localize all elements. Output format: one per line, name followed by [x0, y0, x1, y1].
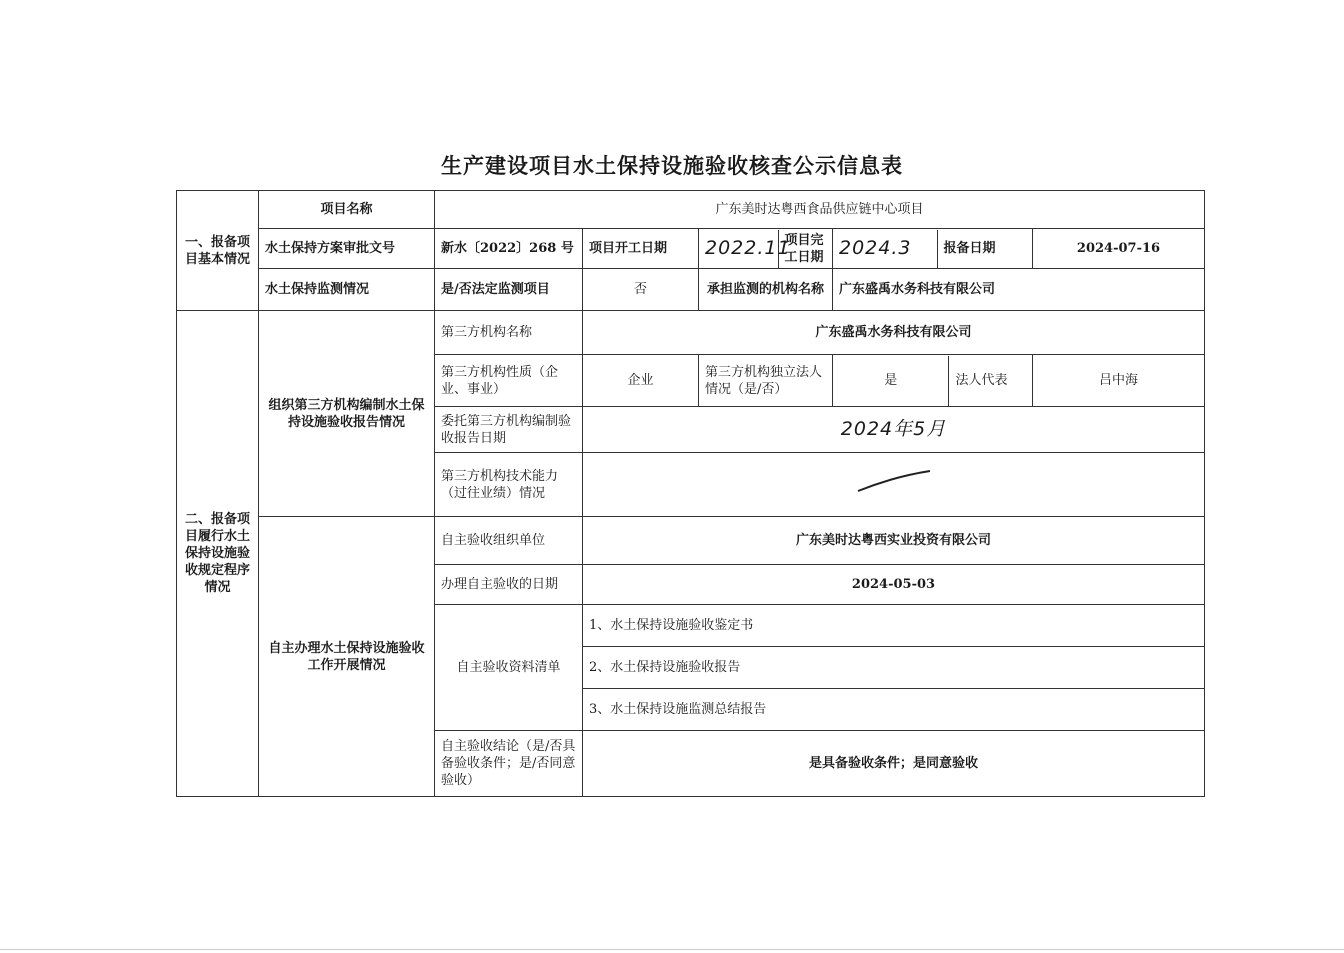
approval-doc-label: 水土保持方案审批文号	[259, 229, 435, 269]
approval-doc-value: 新水〔2022〕268 号	[435, 229, 583, 269]
conclusion-label: 自主验收结论（是/否具备验收条件；是/否同意验收）	[435, 731, 583, 797]
independent-value: 是	[833, 356, 949, 406]
third-party-group-label: 组织第三方机构编制水土保持设施验收报告情况	[259, 311, 435, 517]
page-title: 生产建设项目水土保持设施验收核查公示信息表	[441, 154, 903, 178]
material-item: 2、水土保持设施验收报告	[583, 647, 1205, 689]
page-edge	[0, 949, 1344, 950]
capability-value	[583, 453, 1205, 517]
nature-value: 企业	[583, 355, 699, 407]
third-party-name-value: 广东盛禹水务科技有限公司	[583, 311, 1205, 355]
monitor-org-value: 广东盛禹水务科技有限公司	[833, 269, 1205, 311]
materials-label: 自主验收资料清单	[435, 605, 583, 731]
monitoring-label: 水土保持监测情况	[259, 269, 435, 311]
dates-cell	[699, 229, 833, 269]
material-item: 1、水土保持设施验收鉴定书	[583, 605, 1205, 647]
project-name-value: 广东美时达粤西食品供应链中心项目	[435, 191, 1205, 229]
commission-date-label: 委托第三方机构编制验收报告日期	[435, 407, 583, 453]
self-group-label: 自主办理水土保持设施验收工作开展情况	[259, 517, 435, 797]
end-date-label: 项目完工日期	[784, 232, 824, 265]
legal-rep-value: 吕中海	[1033, 355, 1205, 407]
self-org-label: 自主验收组织单位	[435, 517, 583, 565]
nature-label: 第三方机构性质（企业、事业）	[435, 355, 583, 407]
start-date-value: 2022.11	[699, 230, 778, 268]
statutory-label: 是/否法定监测项目	[435, 269, 583, 311]
self-date-value: 2024-05-03	[583, 565, 1205, 605]
third-party-name-label: 第三方机构名称	[435, 311, 583, 355]
section2-label: 二、报备项目履行水土保持设施验收规定程序情况	[177, 311, 259, 797]
capability-label: 第三方机构技术能力（过往业绩）情况	[435, 453, 583, 517]
slash-mark	[854, 467, 934, 497]
report-date-label: 报备日期	[943, 241, 996, 256]
project-name-label: 项目名称	[259, 191, 435, 229]
report-date-value: 2024-07-16	[1033, 229, 1205, 269]
commission-date-value: 2024年5月	[583, 407, 1205, 453]
independent-label: 第三方机构独立法人情况（是/否）	[699, 355, 833, 407]
end-report-cell	[833, 229, 1033, 269]
legal-rep-label: 法人代表	[955, 373, 1008, 388]
start-date-label: 项目开工日期	[583, 229, 699, 269]
section1-label: 一、报备项目基本情况	[177, 191, 259, 311]
independent-rep-cell	[833, 355, 1033, 407]
end-date-value: 2024.3	[833, 230, 937, 268]
material-item: 3、水土保持设施监测总结报告	[583, 689, 1205, 731]
self-date-label: 办理自主验收的日期	[435, 565, 583, 605]
self-org-value: 广东美时达粤西实业投资有限公司	[583, 517, 1205, 565]
conclusion-value: 是具备验收条件；是同意验收	[583, 731, 1205, 797]
info-table	[176, 190, 1205, 797]
monitor-org-label: 承担监测的机构名称	[699, 269, 833, 311]
statutory-value: 否	[583, 269, 699, 311]
